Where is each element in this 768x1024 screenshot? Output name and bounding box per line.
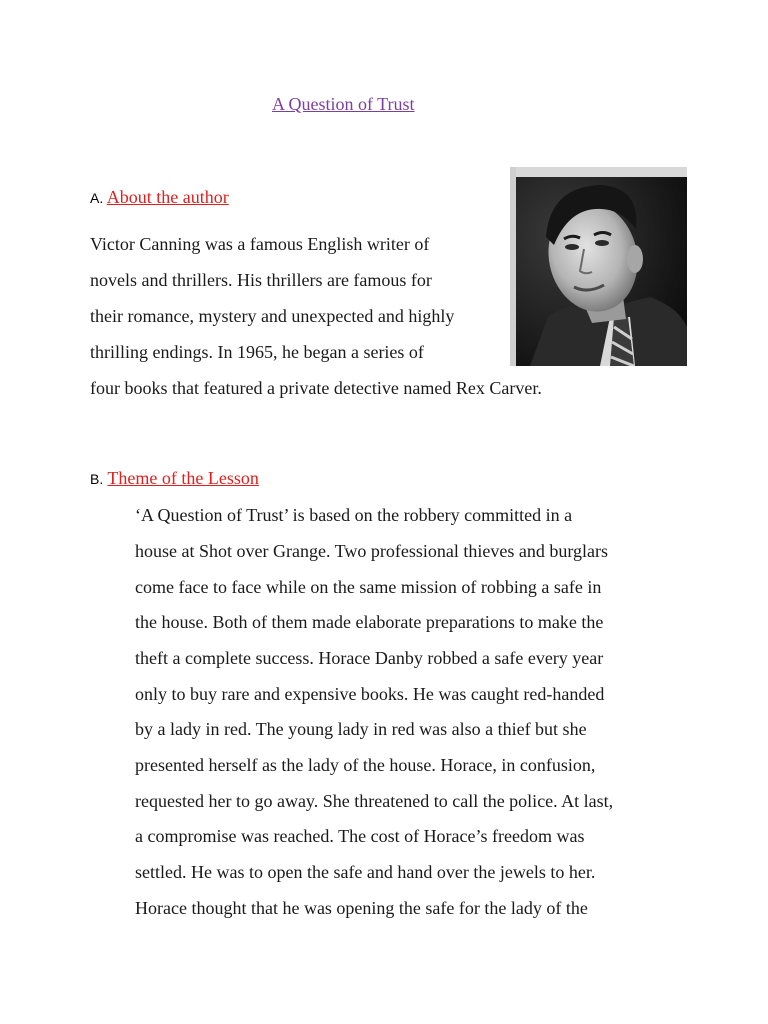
paragraph-line: come face to face while on the same mission of robbing a safe in <box>135 577 602 597</box>
paragraph-line: theft a complete success. Horace Danby robbed a safe every year <box>135 648 604 668</box>
paragraph-line: a compromise was reached. The cost of Horace’s freedom was <box>135 826 585 846</box>
paragraph-line: settled. He was to open the safe and hand over the jewels to her. <box>135 862 596 882</box>
paragraph-line: presented herself as the lady of the house. Horace, in confusion, <box>135 755 596 775</box>
paragraph-line: by a lady in red. The young lady in red was also a thief but she <box>135 719 587 739</box>
section-a-letter: A. <box>90 190 104 206</box>
author-photo <box>510 167 687 366</box>
section-b-header <box>90 468 259 489</box>
paragraph-line: house at Shot over Grange. Two professional thieves and burglars <box>135 541 608 561</box>
paragraph-line: novels and thrillers. His thrillers are famous for <box>90 270 432 290</box>
section-a-heading: About the author <box>106 187 229 207</box>
paragraph-line: thrilling endings. In 1965, he began a series of <box>90 342 424 362</box>
paragraph-line: only to buy rare and expensive books. He was caught red-handed <box>135 684 605 704</box>
paragraph-line: four books that featured a private detective named Rex Carver. <box>90 378 542 398</box>
page-title: A Question of Trust <box>272 94 415 114</box>
section-b-heading: Theme of the Lesson <box>107 468 259 488</box>
paragraph-line: requested her to go away. She threatened to call the police. At last, <box>135 791 614 811</box>
section-b-letter: B. <box>90 471 104 487</box>
section-a-header <box>90 187 229 208</box>
paragraph-line: ‘A Question of Trust’ is based on the robbery committed in a <box>135 505 573 525</box>
paragraph-line: Victor Canning was a famous English writer of <box>90 234 430 254</box>
paragraph-line: the house. Both of them made elaborate preparations to make the <box>135 612 604 632</box>
paragraph-line: Horace thought that he was opening the safe for the lady of the <box>135 898 588 918</box>
paragraph-line: their romance, mystery and unexpected and highly <box>90 306 455 326</box>
